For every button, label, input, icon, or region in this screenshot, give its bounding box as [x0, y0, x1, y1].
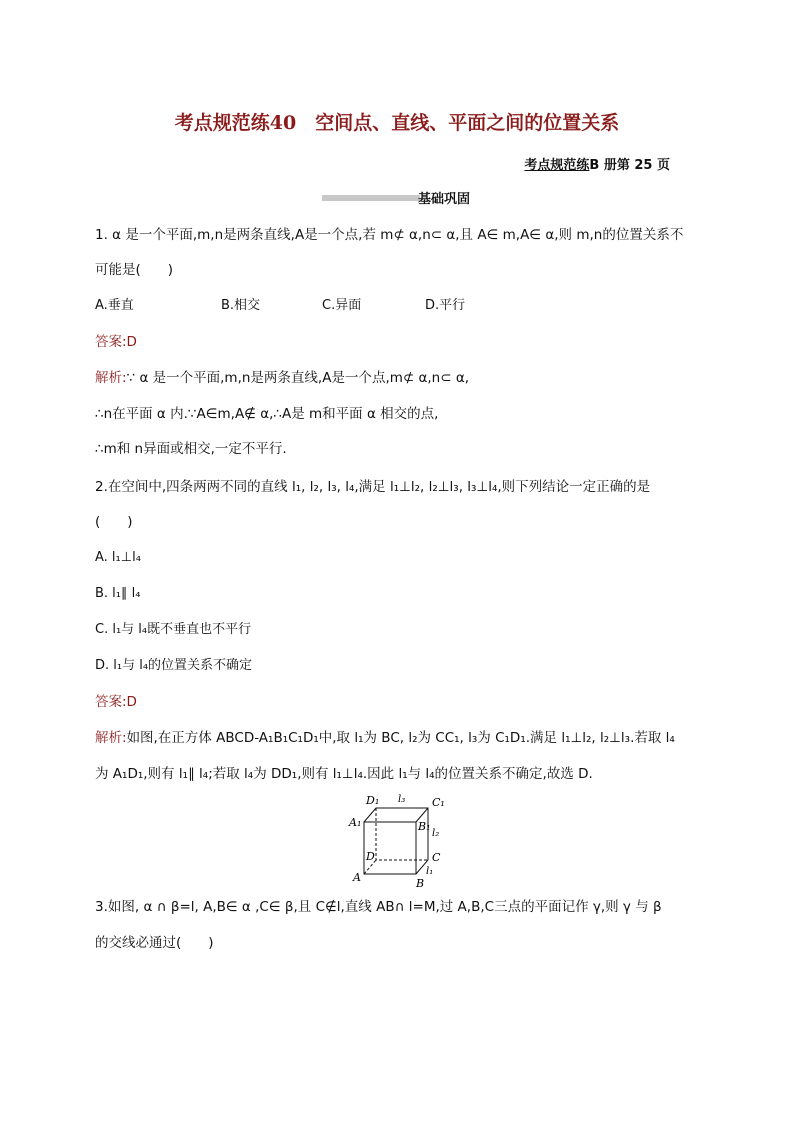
q2-stem-line1: 2.在空间中,四条两两不同的直线 l₁, l₂, l₃, l₄,满足 l₁⊥l₂, l₂⊥l₃, l₃⊥l₄,则下列结论一定正确的是: [95, 479, 651, 495]
cube-hidden-edges: [376, 808, 428, 860]
q2-answer: 答案:D: [95, 694, 137, 710]
q2-analysis-label: 解析:: [95, 730, 127, 746]
q2-option-c: C. l₁与 l₄既不垂直也不平行: [95, 622, 252, 637]
cube-front-face: [364, 822, 416, 874]
label-c: C: [432, 851, 441, 864]
q2-option-b: B. l₁∥ l₄: [95, 586, 141, 601]
label-c1: C₁: [432, 796, 445, 809]
q2-analysis-line1: [95, 729, 675, 747]
cube-figure: [340, 788, 450, 890]
q1-analysis-line2: ∴n在平面 α 内.∵A∈m,A∉ α,∴A是 m和平面 α 相交的点,: [95, 406, 439, 422]
label-l2: l₂: [432, 828, 440, 839]
q1-option-b: B.相交: [221, 298, 261, 313]
label-l1: l₁: [426, 866, 434, 877]
label-a: A: [353, 871, 361, 884]
label-b: B: [416, 877, 425, 890]
q1-option-d: D.平行: [425, 298, 466, 313]
q3-stem-line1: 3.如图, α ∩ β=l, A,B∈ α ,C∈ β,且 C∉l,直线 AB∩ l=M,过 A,B,C三点的平面记作 γ,则 γ 与 β: [95, 899, 662, 915]
q1-analysis-line1: [95, 369, 469, 387]
q2-stem-line2: ( ): [95, 514, 133, 530]
section-bar: [322, 195, 420, 201]
reference-rest: B 册第 25 页: [589, 158, 670, 173]
q1-answer: 答案:D: [95, 334, 137, 350]
q1-option-c: C.异面: [322, 298, 362, 313]
page-reference: [524, 154, 670, 173]
q3-stem-line2: 的交线必通过( ): [95, 935, 214, 951]
q2-option-a: A. l₁⊥l₄: [95, 550, 141, 565]
section-title: 基础巩固: [418, 192, 471, 207]
page-title: 考点规范练40 空间点、直线、平面之间的位置关系: [174, 112, 620, 134]
label-d1: D₁: [366, 794, 380, 807]
cube-back-edges: [364, 808, 428, 874]
q1-analysis-label: 解析:: [95, 370, 127, 386]
q2-analysis-line2: 为 A₁D₁,则有 l₁∥ l₄;若取 l₄为 DD₁,则有 l₁⊥l₄.因此 l₁与 l₄的位置关系不确定,故选 D.: [95, 766, 593, 782]
q2-option-d: D. l₁与 l₄的位置关系不确定: [95, 658, 253, 673]
reference-prefix: 考点规范练: [524, 158, 590, 173]
q1-stem-line1: 1. α 是一个平面,m,n是两条直线,A是一个点,若 m⊄ α,n⊂ α,且 A∈ m,A∈ α,则 m,n的位置关系不: [95, 227, 684, 243]
q1-analysis-text1: ∵ α 是一个平面,m,n是两条直线,A是一个点,m⊄ α,n⊂ α,: [126, 370, 470, 386]
q1-stem-line2: 可能是( ): [95, 262, 174, 278]
q1-analysis-line3: ∴m和 n异面或相交,一定不平行.: [95, 441, 287, 457]
q1-option-a: A.垂直: [95, 298, 134, 313]
label-a1: A₁: [349, 816, 362, 829]
label-b1: B₁: [418, 820, 431, 833]
label-d: D: [366, 850, 375, 863]
q2-analysis-text1: 如图,在正方体 ABCD-A₁B₁C₁D₁中,取 l₁为 BC, l₂为 CC₁, l₃为 C₁D₁.满足 l₁⊥l₂, l₂⊥l₃.若取 l₄: [126, 730, 675, 746]
label-l3: l₃: [398, 794, 406, 805]
